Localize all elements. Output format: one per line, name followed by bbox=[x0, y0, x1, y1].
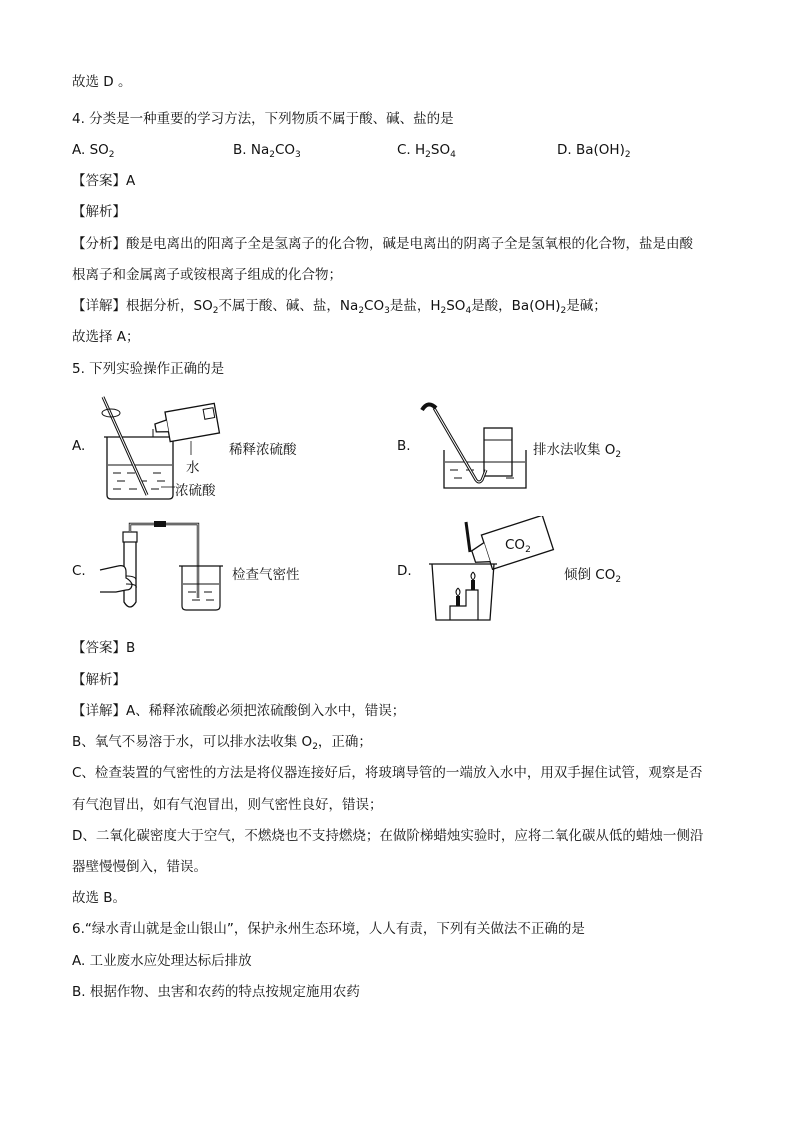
q4-option-a: A. $SO_2$ bbox=[72, 142, 115, 160]
q6-option-a: A. 工业废水应处理达标后排放 bbox=[72, 953, 252, 969]
fig-d-pour-co2 bbox=[426, 516, 556, 626]
q6-option-b: B. 根据作物、虫害和农药的特点按规定施用农药 bbox=[72, 984, 360, 1000]
q4-fenxi-line2: 根离子和金属离子或铵根离子组成的化合物； bbox=[72, 267, 342, 283]
q5-answer: 【答案】B bbox=[72, 640, 136, 656]
fig-b-letter: B. bbox=[397, 438, 411, 454]
fig-c-caption: 检查气密性 bbox=[232, 567, 300, 583]
fig-c-airtightness bbox=[96, 520, 226, 615]
fig-a-letter: A. bbox=[72, 438, 86, 454]
q4-answer: 【答案】A bbox=[72, 173, 136, 189]
q4-fenxi-line1: 【分析】酸是电离出的阳离子全是氢离子的化合物，碱是电离出的阴离子全是氢氧根的化合物，盐是由酸 bbox=[72, 236, 693, 252]
q4-stem: 4. 分类是一种重要的学习方法，下列物质不属于酸、碱、盐的是 bbox=[72, 111, 454, 127]
fig-c-letter: C. bbox=[72, 563, 86, 579]
q5-analysis-tag: 【解析】 bbox=[72, 672, 126, 688]
q4-detail: 【详解】根据分析，$SO_2$不属于酸、碱、盐，$Na_2CO_3$是盐，$H_2SO_4$是酸，$Ba(OH)_2$是碱； bbox=[72, 298, 607, 316]
fig-b-water-collection bbox=[416, 396, 531, 496]
fig-a-caption: 稀释浓硫酸 bbox=[229, 442, 297, 458]
q4-option-d: D. $Ba(OH)_2$ bbox=[557, 142, 631, 160]
q5-detail-b: B、氧气不易溶于水，可以排水法收集 $O_2$，正确； bbox=[72, 734, 372, 752]
q4-option-b: B. $Na_2CO_3$ bbox=[233, 142, 301, 160]
q6-stem: 6.“绿水青山就是金山银山”，保护永州生态环境，人人有责，下列有关做法不正确的是 bbox=[72, 921, 585, 937]
fig-d-bottle-label: $CO_2$ bbox=[505, 537, 531, 555]
q5-detail-c2: 有气泡冒出，如有气泡冒出，则气密性良好，错误； bbox=[72, 797, 383, 813]
q4-analysis-tag: 【解析】 bbox=[72, 204, 126, 220]
q5-detail-a: 【详解】A、稀释浓硫酸必须把浓硫酸倒入水中，错误； bbox=[72, 703, 406, 719]
q5-detail-d2: 器壁慢慢倒入，错误。 bbox=[72, 859, 207, 875]
q5-stem: 5. 下列实验操作正确的是 bbox=[72, 361, 225, 377]
fig-d-caption: 倾倒 $CO_2$ bbox=[564, 567, 622, 585]
prev-conclusion: 故选 D 。 bbox=[72, 74, 132, 90]
q4-option-c: C. $H_2SO_4$ bbox=[397, 142, 456, 160]
fig-d-letter: D. bbox=[397, 563, 412, 579]
fig-a-water-label: 水 bbox=[186, 460, 200, 476]
q4-conclusion: 故选择 A； bbox=[72, 329, 140, 345]
q5-detail-c1: C、检查装置的气密性的方法是将仪器连接好后，将玻璃导管的一端放入水中，用双手握住试管，观察是否 bbox=[72, 765, 703, 781]
fig-a-acid-label: 浓硫酸 bbox=[175, 483, 216, 499]
q5-detail-d1: D、二氧化碳密度大于空气，不燃烧也不支持燃烧；在做阶梯蜡烛实验时，应将二氧化碳从低的蜡烛一侧沿 bbox=[72, 828, 704, 844]
fig-b-caption: 排水法收集 $O_2$ bbox=[533, 442, 622, 460]
q5-conclusion: 故选 B。 bbox=[72, 890, 127, 906]
